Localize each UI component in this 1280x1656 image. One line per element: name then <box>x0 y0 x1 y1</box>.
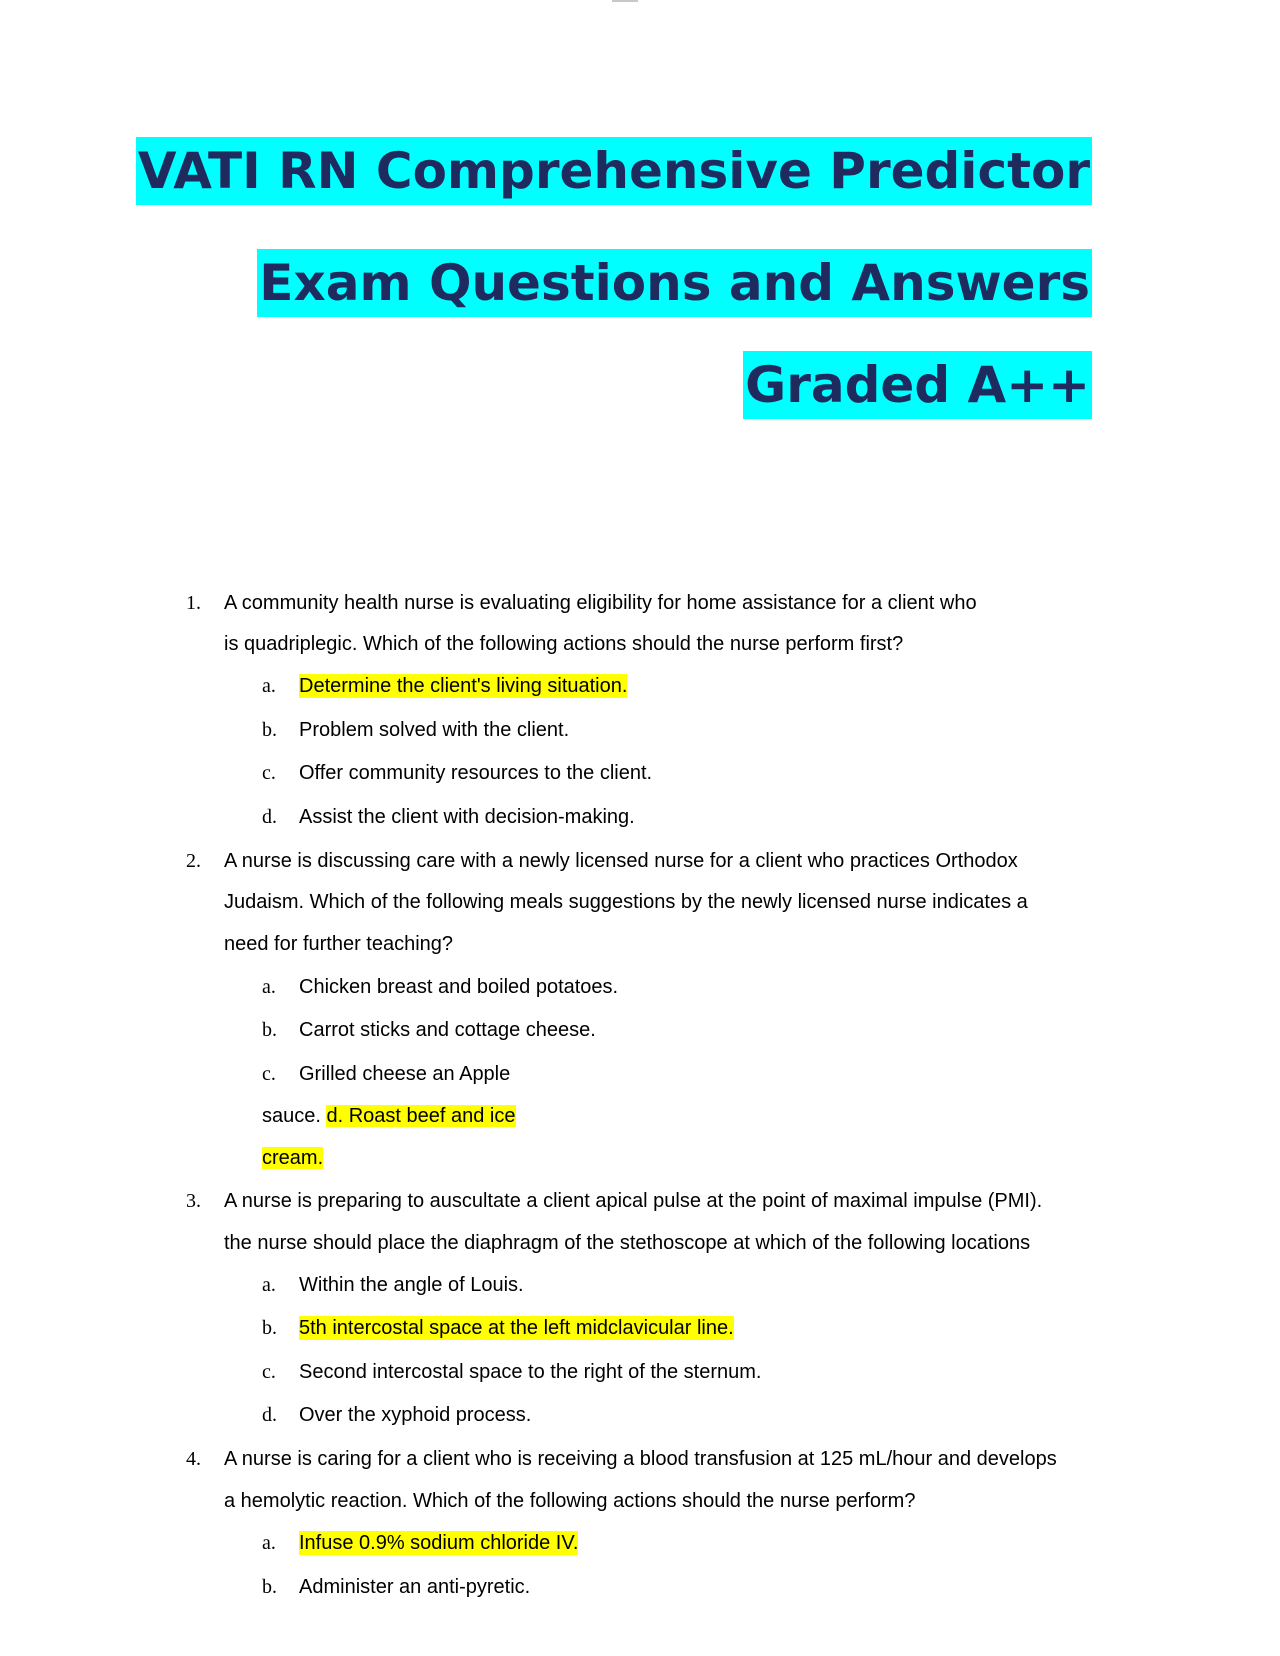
option-letter: c. <box>262 762 276 784</box>
option-letter: a. <box>262 976 276 998</box>
option-text: Assist the client with decision-making. <box>299 806 635 828</box>
option-letter: a. <box>262 675 276 697</box>
question-number: 1. <box>186 592 201 614</box>
option-letter: c. <box>262 1063 276 1085</box>
option-letter: a. <box>262 1274 276 1296</box>
option-text: Within the angle of Louis. <box>299 1274 524 1296</box>
option-letter: b. <box>262 1576 277 1598</box>
option-letter: b. <box>262 1317 277 1339</box>
option-text-correct-answer: cream. <box>262 1147 324 1169</box>
option-text-correct-answer: 5th intercostal space at the left midclavicular line. <box>299 1317 734 1339</box>
option-text: Problem solved with the client. <box>299 719 570 741</box>
option-text-correct-answer: Determine the client's living situation. <box>299 675 628 697</box>
question-number: 2. <box>186 850 201 872</box>
option-text: Grilled cheese an Apple <box>299 1063 511 1085</box>
question-stem: A community health nurse is evaluating eligibility for home assistance for a client who <box>224 592 977 614</box>
question-2-wrapped-line-2 <box>262 1146 323 1170</box>
question-stem: is quadriplegic. Which of the following actions should the nurse perform first? <box>224 633 904 655</box>
option-letter: d. <box>262 806 277 828</box>
document-title-line-2: Exam Questions and Answers <box>257 249 1092 317</box>
option-text: Over the xyphoid process. <box>299 1404 532 1426</box>
option-text-correct-answer: d. Roast beef and ice <box>326 1105 516 1127</box>
option-text: Administer an anti-pyretic. <box>299 1576 531 1598</box>
option-letter: c. <box>262 1361 276 1383</box>
option-text: Carrot sticks and cottage cheese. <box>299 1019 596 1041</box>
question-stem: a hemolytic reaction. Which of the following actions should the nurse perform? <box>224 1490 916 1512</box>
option-text: Second intercostal space to the right of the sternum. <box>299 1361 762 1383</box>
option-text: sauce. <box>262 1105 327 1127</box>
document-title-line-3: Graded A++ <box>743 351 1092 419</box>
question-2-wrapped-line-1 <box>262 1104 516 1128</box>
option-text: Offer community resources to the client. <box>299 762 653 784</box>
document-title-line-1: VATI RN Comprehensive Predictor <box>136 137 1092 205</box>
header-mark <box>612 0 638 2</box>
question-stem: A nurse is discussing care with a newly licensed nurse for a client who practices Orthodox <box>224 850 1018 872</box>
question-stem: need for further teaching? <box>224 933 454 955</box>
option-letter: b. <box>262 1019 277 1041</box>
question-number: 4. <box>186 1448 201 1470</box>
option-letter: d. <box>262 1404 277 1426</box>
question-stem: A nurse is caring for a client who is receiving a blood transfusion at 125 mL/hour and develops <box>224 1448 1057 1470</box>
question-stem: Judaism. Which of the following meals suggestions by the newly licensed nurse indicates a <box>224 891 1028 913</box>
question-stem: the nurse should place the diaphragm of the stethoscope at which of the following locations <box>224 1232 1031 1254</box>
option-letter: b. <box>262 719 277 741</box>
option-text: Chicken breast and boiled potatoes. <box>299 976 619 998</box>
question-number: 3. <box>186 1190 201 1212</box>
option-letter: a. <box>262 1532 276 1554</box>
option-text-correct-answer: Infuse 0.9% sodium chloride IV. <box>299 1532 579 1554</box>
question-stem: A nurse is preparing to auscultate a client apical pulse at the point of maximal impulse (PMI). <box>224 1190 1043 1212</box>
